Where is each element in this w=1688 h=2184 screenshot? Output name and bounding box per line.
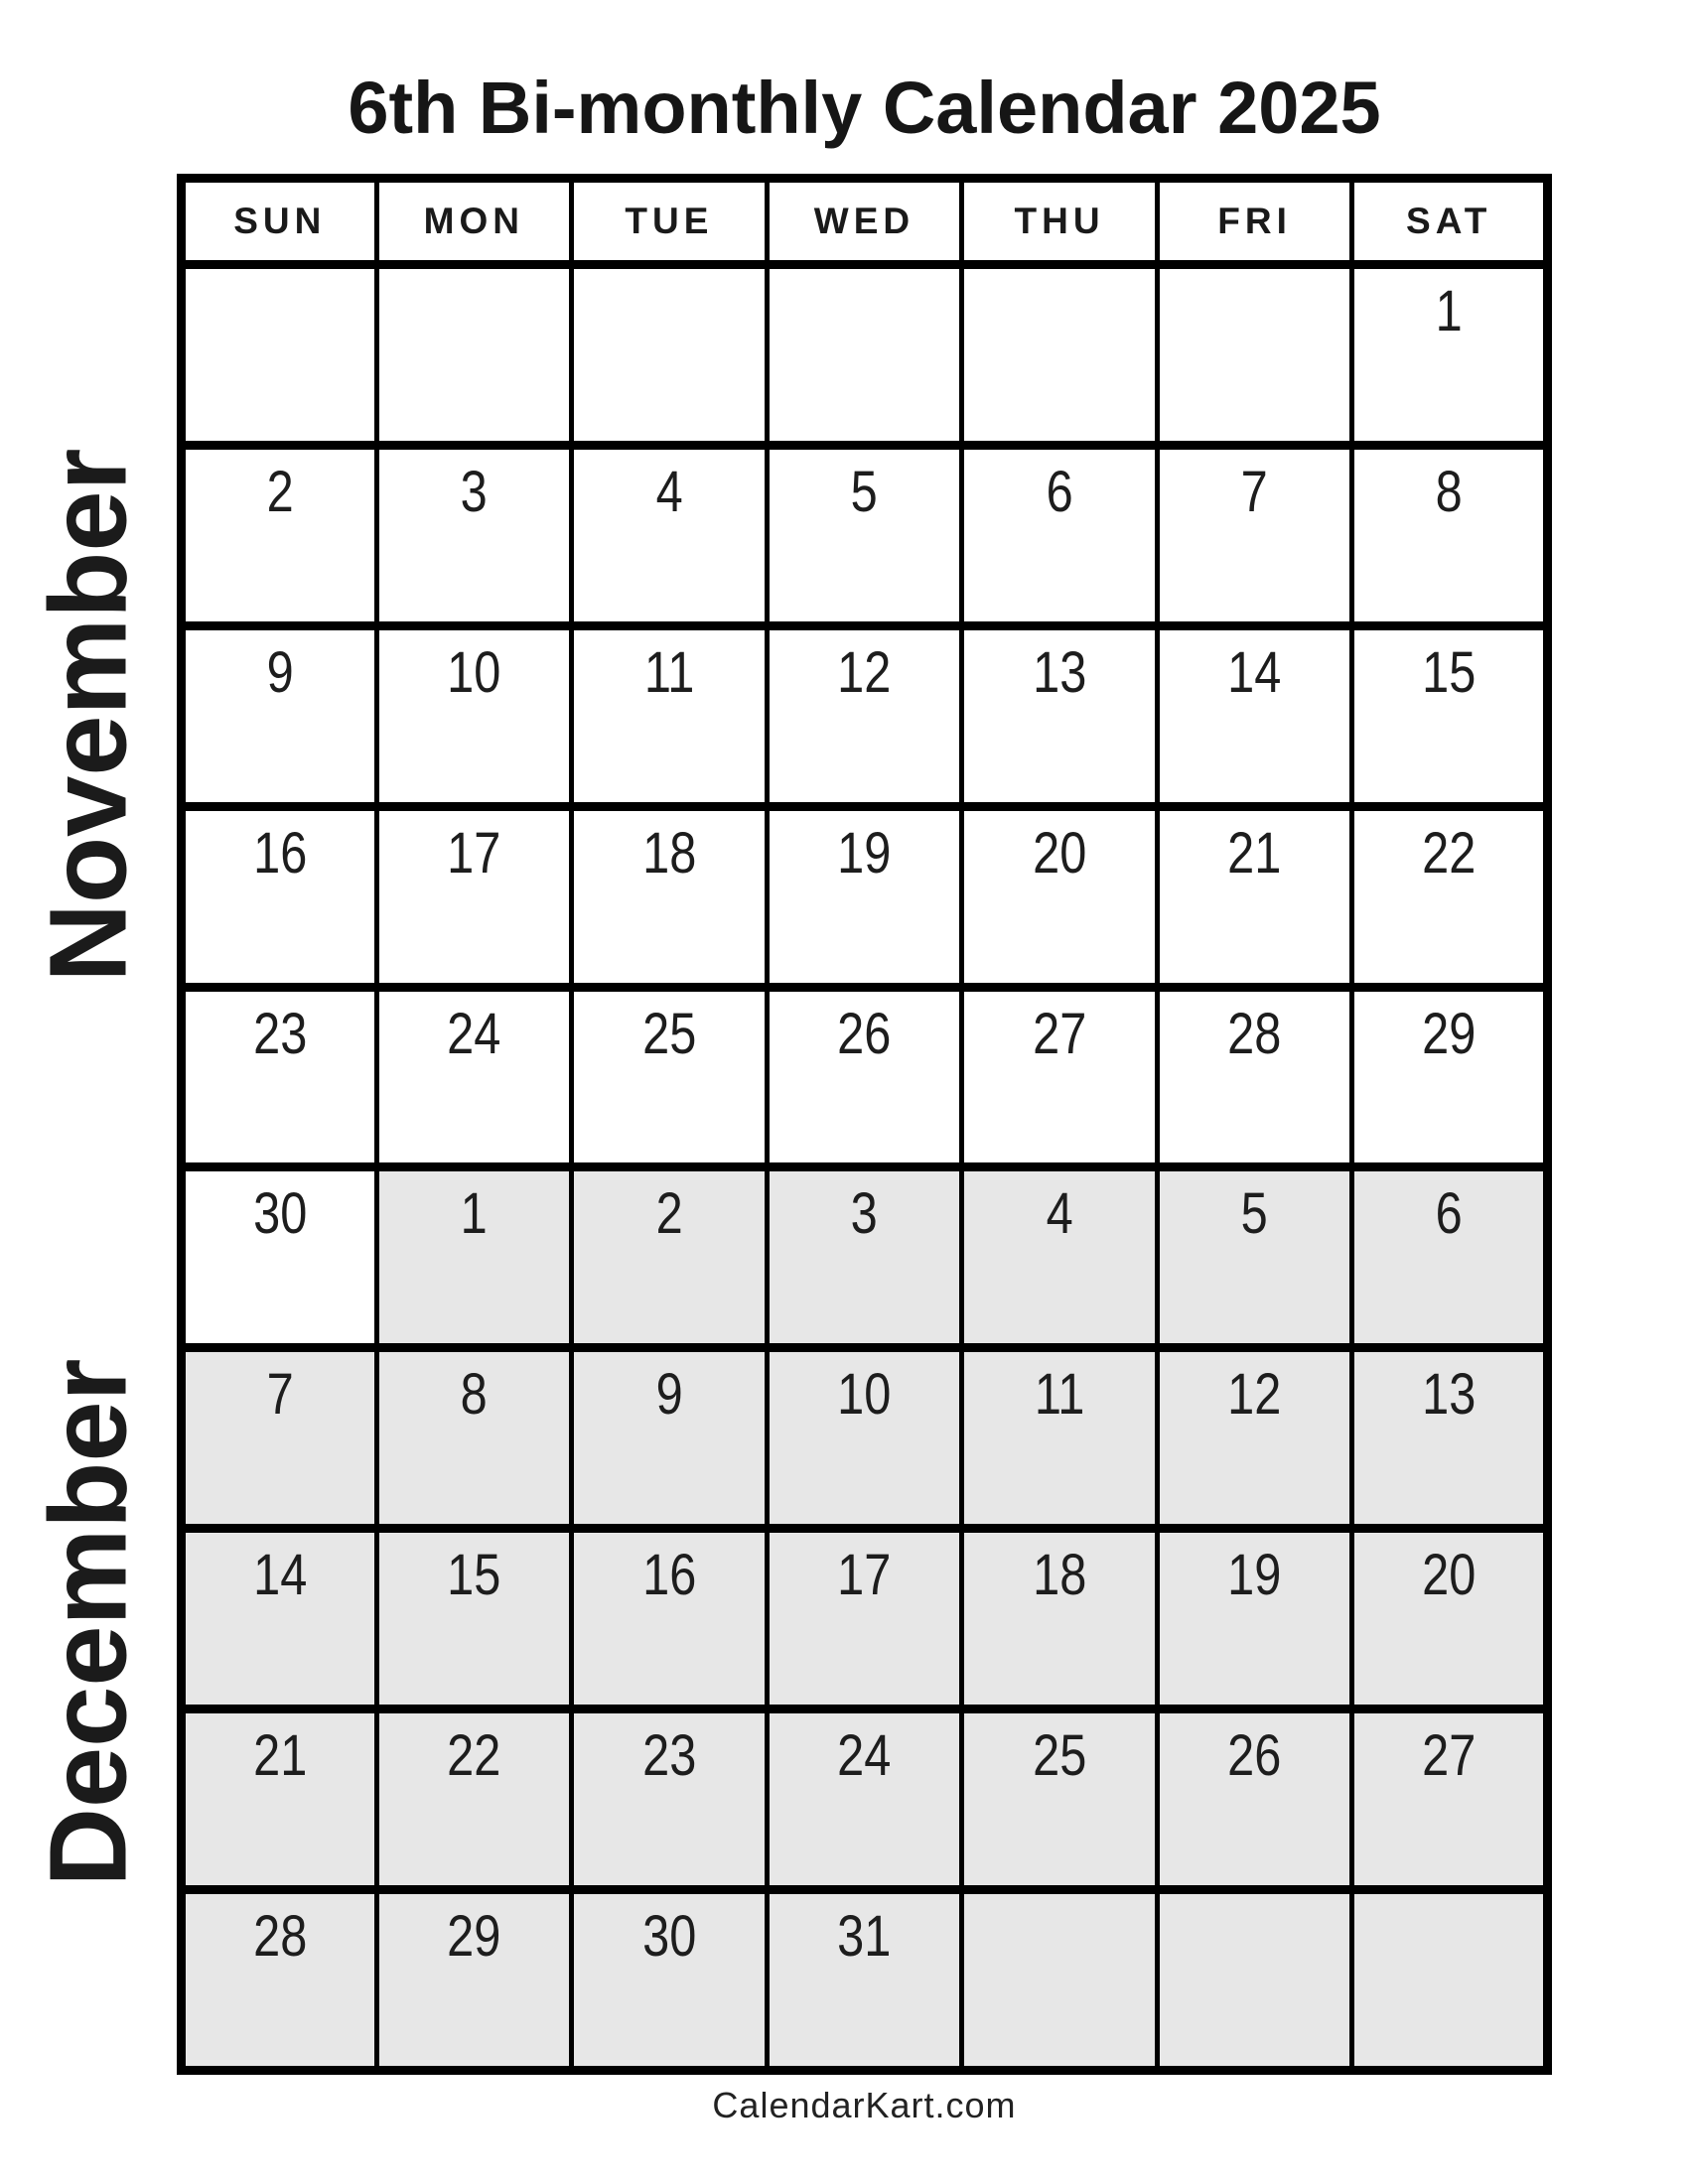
day-cell-november-6 bbox=[962, 445, 1158, 625]
day-cell-december-6 bbox=[1352, 1167, 1548, 1348]
date-number: 10 bbox=[447, 639, 501, 705]
calendar-week-row bbox=[182, 1890, 1548, 2071]
date-number: 13 bbox=[1032, 639, 1087, 705]
day-cell-november-4 bbox=[572, 445, 768, 625]
date-number: 6 bbox=[1435, 1181, 1463, 1247]
calendar-header bbox=[182, 179, 1548, 265]
calendar-week-row bbox=[182, 1709, 1548, 1890]
day-cell-november-3 bbox=[376, 445, 572, 625]
date-number: 4 bbox=[655, 459, 683, 524]
calendar-week-row bbox=[182, 1529, 1548, 1709]
day-cell-empty bbox=[572, 265, 768, 446]
date-number: 11 bbox=[1034, 1362, 1085, 1428]
day-cell-december-12 bbox=[1157, 1348, 1352, 1529]
day-cell-november-2 bbox=[182, 445, 377, 625]
date-number: 13 bbox=[1422, 1362, 1477, 1428]
date-number: 30 bbox=[641, 1904, 696, 1970]
weekday-thu: THU bbox=[962, 179, 1158, 265]
date-number: 6 bbox=[1046, 459, 1073, 524]
weekday-sat: SAT bbox=[1352, 179, 1548, 265]
day-cell-december-13 bbox=[1352, 1348, 1548, 1529]
date-number: 2 bbox=[266, 459, 294, 524]
day-cell-december-28 bbox=[182, 1890, 377, 2071]
date-number: 8 bbox=[460, 1362, 488, 1428]
day-cell-december-7 bbox=[182, 1348, 377, 1529]
day-cell-december-2 bbox=[572, 1167, 768, 1348]
date-number: 9 bbox=[655, 1362, 683, 1428]
date-number: 7 bbox=[266, 1362, 294, 1428]
date-number: 11 bbox=[643, 639, 695, 705]
day-cell-december-26 bbox=[1157, 1709, 1352, 1890]
calendar-week-row bbox=[182, 1167, 1548, 1348]
day-cell-november-17 bbox=[376, 806, 572, 987]
month-label-december bbox=[0, 1169, 177, 2075]
day-cell-december-18 bbox=[962, 1529, 1158, 1709]
day-cell-november-18 bbox=[572, 806, 768, 987]
day-cell-december-27 bbox=[1352, 1709, 1548, 1890]
date-number: 4 bbox=[1046, 1181, 1073, 1247]
date-number: 25 bbox=[1032, 1723, 1087, 1789]
date-number: 15 bbox=[447, 1543, 501, 1608]
day-cell-december-3 bbox=[767, 1167, 962, 1348]
calendar-week-row bbox=[182, 445, 1548, 625]
date-number: 16 bbox=[252, 820, 307, 886]
day-cell-december-22 bbox=[376, 1709, 572, 1890]
calendar-week-row bbox=[182, 987, 1548, 1167]
month-label-november-text: November bbox=[27, 448, 150, 982]
day-cell-november-9 bbox=[182, 625, 377, 806]
date-number: 14 bbox=[1227, 639, 1282, 705]
date-number: 31 bbox=[837, 1904, 892, 1970]
footer-branding: CalendarKart.com bbox=[712, 2085, 1017, 2125]
calendar-table bbox=[177, 174, 1552, 2075]
date-number: 3 bbox=[850, 1181, 879, 1247]
calendar-week-row bbox=[182, 1348, 1548, 1529]
date-number: 28 bbox=[1227, 1001, 1282, 1066]
date-number: 22 bbox=[1422, 820, 1477, 886]
date-number: 30 bbox=[252, 1181, 307, 1247]
date-number: 29 bbox=[1422, 1001, 1477, 1066]
weekday-mon: MON bbox=[376, 179, 572, 265]
date-number: 25 bbox=[641, 1001, 696, 1066]
day-cell-december-5 bbox=[1157, 1167, 1352, 1348]
day-cell-november-13 bbox=[962, 625, 1158, 806]
date-number: 19 bbox=[837, 820, 892, 886]
day-cell-december-16 bbox=[572, 1529, 768, 1709]
day-cell-november-11 bbox=[572, 625, 768, 806]
date-number: 8 bbox=[1435, 459, 1463, 524]
day-cell-november-29 bbox=[1352, 987, 1548, 1167]
day-cell-december-10 bbox=[767, 1348, 962, 1529]
day-cell-november-30 bbox=[182, 1167, 377, 1348]
date-number: 21 bbox=[1227, 820, 1282, 886]
weekday-fri: FRI bbox=[1157, 179, 1352, 265]
date-number: 20 bbox=[1422, 1543, 1477, 1608]
date-number: 27 bbox=[1032, 1001, 1087, 1066]
month-label-november bbox=[0, 260, 177, 1169]
month-label-december-text: December bbox=[27, 1358, 150, 1886]
date-number: 22 bbox=[447, 1723, 501, 1789]
day-cell-december-11 bbox=[962, 1348, 1158, 1529]
day-cell-december-4 bbox=[962, 1167, 1158, 1348]
date-number: 15 bbox=[1422, 639, 1477, 705]
weekday-wed: WED bbox=[767, 179, 962, 265]
date-number: 12 bbox=[1227, 1362, 1282, 1428]
day-cell-november-19 bbox=[767, 806, 962, 987]
day-cell-november-25 bbox=[572, 987, 768, 1167]
date-number: 23 bbox=[252, 1001, 307, 1066]
date-number: 26 bbox=[1227, 1723, 1282, 1789]
page-title: 6th Bi-monthly Calendar 2025 bbox=[348, 67, 1381, 149]
day-cell-december-14 bbox=[182, 1529, 377, 1709]
date-number: 17 bbox=[837, 1543, 892, 1608]
day-cell-november-27 bbox=[962, 987, 1158, 1167]
weekday-tue: TUE bbox=[572, 179, 768, 265]
day-cell-december-25 bbox=[962, 1709, 1158, 1890]
date-number: 18 bbox=[641, 820, 696, 886]
day-cell-empty bbox=[1157, 1890, 1352, 2071]
day-cell-november-5 bbox=[767, 445, 962, 625]
day-cell-empty bbox=[182, 265, 377, 446]
day-cell-november-20 bbox=[962, 806, 1158, 987]
date-number: 5 bbox=[850, 459, 879, 524]
day-cell-empty bbox=[376, 265, 572, 446]
day-cell-november-16 bbox=[182, 806, 377, 987]
day-cell-december-21 bbox=[182, 1709, 377, 1890]
date-number: 3 bbox=[460, 459, 488, 524]
date-number: 19 bbox=[1227, 1543, 1282, 1608]
date-number: 20 bbox=[1032, 820, 1087, 886]
day-cell-december-30 bbox=[572, 1890, 768, 2071]
day-cell-empty bbox=[767, 265, 962, 446]
day-cell-november-23 bbox=[182, 987, 377, 1167]
date-number: 7 bbox=[1241, 459, 1269, 524]
day-cell-november-10 bbox=[376, 625, 572, 806]
day-cell-december-31 bbox=[767, 1890, 962, 2071]
day-cell-december-20 bbox=[1352, 1529, 1548, 1709]
day-cell-november-24 bbox=[376, 987, 572, 1167]
day-cell-december-9 bbox=[572, 1348, 768, 1529]
date-number: 14 bbox=[252, 1543, 307, 1608]
day-cell-november-14 bbox=[1157, 625, 1352, 806]
date-number: 26 bbox=[837, 1001, 892, 1066]
date-number: 23 bbox=[641, 1723, 696, 1789]
day-cell-december-1 bbox=[376, 1167, 572, 1348]
day-cell-november-22 bbox=[1352, 806, 1548, 987]
day-cell-december-8 bbox=[376, 1348, 572, 1529]
day-cell-november-15 bbox=[1352, 625, 1548, 806]
day-cell-december-15 bbox=[376, 1529, 572, 1709]
date-number: 2 bbox=[655, 1181, 683, 1247]
day-cell-empty bbox=[962, 265, 1158, 446]
day-cell-november-8 bbox=[1352, 445, 1548, 625]
day-cell-november-28 bbox=[1157, 987, 1352, 1167]
calendar-body bbox=[182, 265, 1548, 2071]
calendar-week-row bbox=[182, 265, 1548, 446]
day-cell-november-7 bbox=[1157, 445, 1352, 625]
date-number: 5 bbox=[1241, 1181, 1269, 1247]
day-cell-empty bbox=[1157, 265, 1352, 446]
day-cell-december-24 bbox=[767, 1709, 962, 1890]
date-number: 1 bbox=[460, 1181, 488, 1247]
date-number: 10 bbox=[837, 1362, 892, 1428]
date-number: 29 bbox=[447, 1904, 501, 1970]
day-cell-november-21 bbox=[1157, 806, 1352, 987]
day-cell-empty bbox=[962, 1890, 1158, 2071]
date-number: 24 bbox=[837, 1723, 892, 1789]
day-cell-december-17 bbox=[767, 1529, 962, 1709]
date-number: 21 bbox=[252, 1723, 307, 1789]
day-cell-november-12 bbox=[767, 625, 962, 806]
date-number: 1 bbox=[1435, 279, 1463, 343]
day-cell-november-26 bbox=[767, 987, 962, 1167]
weekday-header-row bbox=[182, 179, 1548, 265]
date-number: 17 bbox=[447, 820, 501, 886]
date-number: 12 bbox=[837, 639, 892, 705]
date-number: 18 bbox=[1032, 1543, 1087, 1608]
day-cell-empty bbox=[1352, 1890, 1548, 2071]
day-cell-december-23 bbox=[572, 1709, 768, 1890]
day-cell-december-19 bbox=[1157, 1529, 1352, 1709]
date-number: 24 bbox=[447, 1001, 501, 1066]
calendar-week-row bbox=[182, 625, 1548, 806]
date-number: 9 bbox=[266, 639, 294, 705]
day-cell-november-1 bbox=[1352, 265, 1548, 446]
day-cell-december-29 bbox=[376, 1890, 572, 2071]
date-number: 28 bbox=[252, 1904, 307, 1970]
calendar-week-row bbox=[182, 806, 1548, 987]
weekday-sun: SUN bbox=[182, 179, 377, 265]
date-number: 16 bbox=[641, 1543, 696, 1608]
date-number: 27 bbox=[1422, 1723, 1477, 1789]
